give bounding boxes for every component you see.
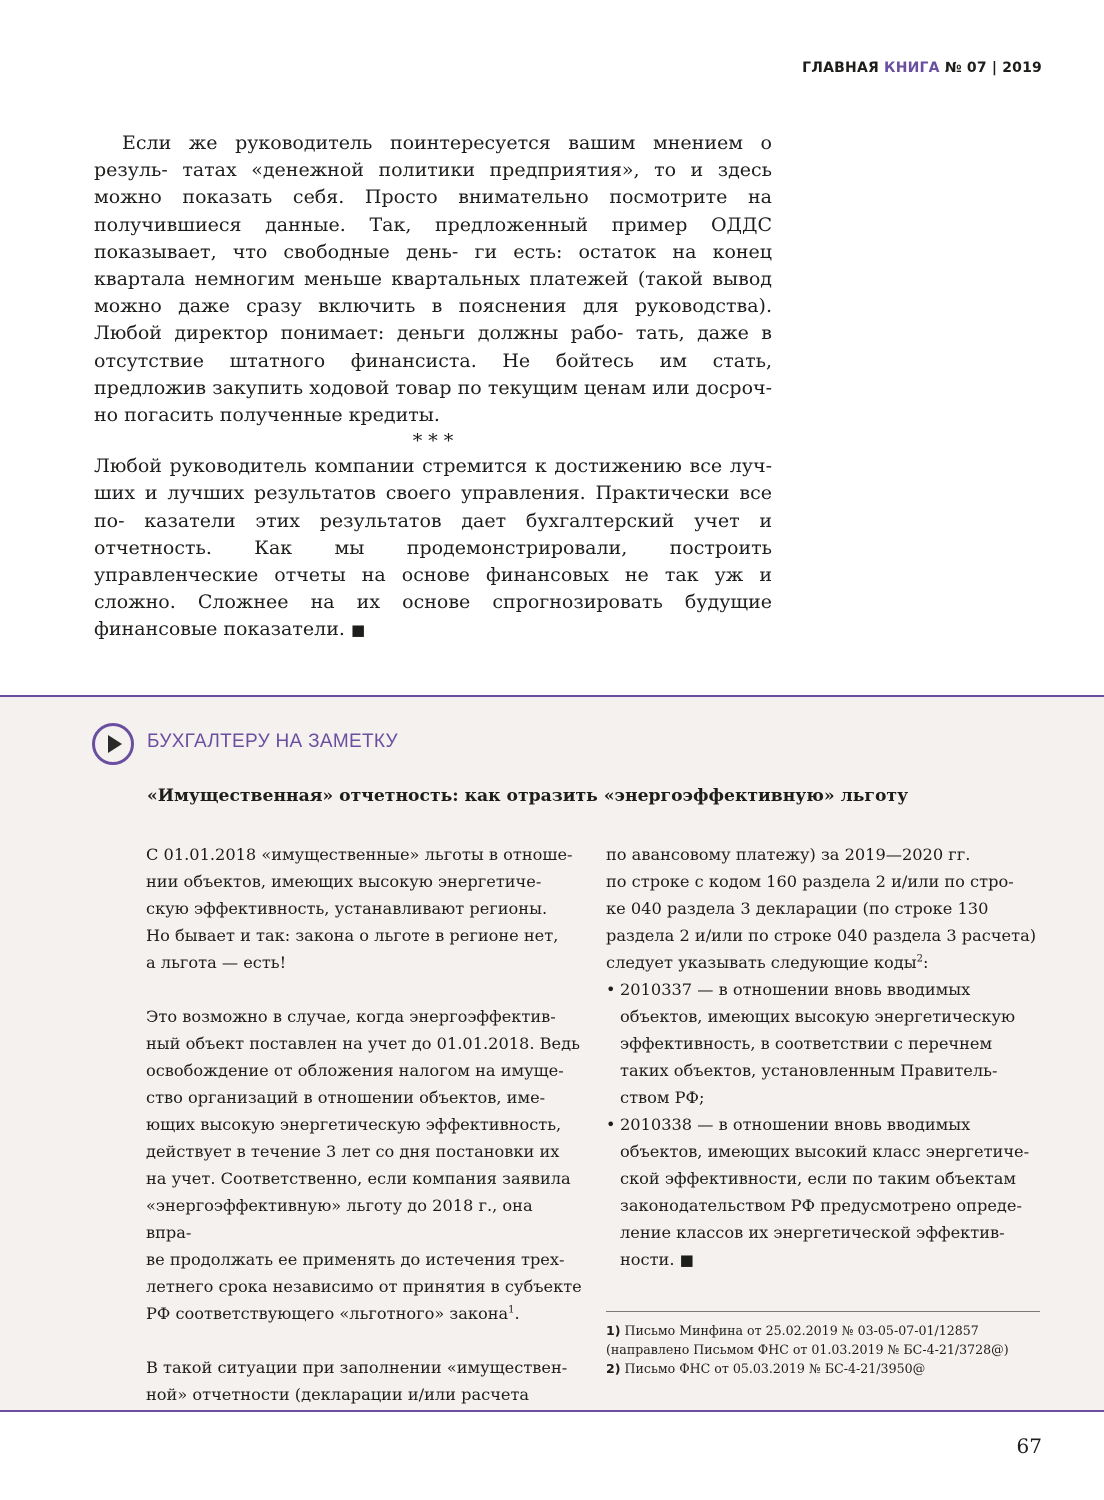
bullet-icon: • (606, 980, 616, 999)
note-title: «Имущественная» отчетность: как отразить «энергоэффективную» льготу (147, 786, 909, 806)
note-right-column (606, 841, 1042, 1274)
list-item: • 2010338 — в отношении вновь вводимых объектов, имеющих высокий класс энергетиче- ской эффективности, если по таким объектам законодательством РФ предусмотрено опреде- ление классов их энергетической эффектив- ности. ■ (606, 1111, 1042, 1274)
note-paragraph-2: Это возможно в случае, когда энергоэффектив- ный объект поставлен на учет до 01.01.2018. Ведь освобождение от обложения налогом на имуще- ство организаций в отношении объектов, име- ющих высокую энергетическую эффективность, действует в течение 3 лет со дня постановки их на учет. Соответственно, если компания заявила «энергоэффективную» льготу до 2018 г., она впра- ве продолжать ее применять до истечения трех- летнего срока независимо от принятия в субъекте РФ соответствующего «льготного» закона$^1$. (146, 1007, 582, 1323)
article-paragraph-1: Если же руководитель поинтересуется вашим мнением о резуль- татах «денежной политики предприятия», то и здесь можно показать себя. Просто внимательно посмотрите на получившиеся данные. Так, предложенный пример ОДДС показывает, что свободные день- ги есть: остаток на конец квартала немногим меньше квартальных платежей (такой вывод можно даже сразу включить в пояснения для руководства). Любой директор понимает: деньги должны рабо- тать, даже в отсутствие штатного финансиста. Не бойтесь им стать, предложив закупить ходовой товар по текущим ценам или досроч- но погасить полученные кредиты. (94, 132, 773, 427)
footnote-ref-2[interactable]: 2 (916, 953, 923, 965)
bullet-icon: • (606, 1115, 616, 1134)
article-paragraph-2: Любой руководитель компании стремится к достижению все луч- ших и лучших результатов своего управления. Практически все по- казатели этих результатов дает бухгалтерский учет и отчетность. Как мы продемонстрировали, построить управленческие отчеты на основе финансовых не так уж и сложно. Сложнее на их основе спрогнозировать будущие финансовые показатели. ■ (94, 455, 772, 641)
article-body (94, 130, 772, 645)
page-number: 67 (1016, 1434, 1042, 1458)
footnote-divider (606, 1311, 1040, 1312)
header-magazine-name-accent: КНИГА (884, 60, 940, 76)
end-mark: ■ (679, 1251, 694, 1269)
play-icon (92, 723, 134, 765)
note-paragraph-1: С 01.01.2018 «имущественные» льготы в отноше- нии объектов, имеющих высокую энергетиче- скую эффективность, устанавливают регионы. Но бывает и так: закона о льготе в регионе нет, а льгота — есть! (146, 845, 573, 972)
list-item: • 2010337 — в отношении вновь вводимых объектов, имеющих высокую энергетическую эффективность, в соответствии с перечнем таких объектов, установленным Правитель- ством РФ; (606, 976, 1042, 1111)
section-separator: * * * (412, 430, 454, 453)
end-mark: ■ (350, 621, 366, 640)
footnote-ref-1[interactable]: 1 (508, 1304, 515, 1316)
footnote-2: 2) Письмо ФНС от 05.03.2019 № БС-4-21/3950@ (606, 1361, 926, 1376)
footnotes (606, 1321, 1046, 1378)
note-paragraph-3: В такой ситуации при заполнении «имуществен- ной» отчетности (декларации и/или расчета (146, 1358, 568, 1404)
sidebar-note-box (0, 695, 1104, 1412)
header-issue: № 07 | 2019 (944, 60, 1042, 76)
footnote-1: 1) Письмо Минфина от 25.02.2019 № 03-05-07-01/12857 (направлено Письмом ФНС от 01.03.2019 № БС-4-21/3728@) (606, 1323, 1009, 1357)
running-header (802, 60, 1042, 76)
header-magazine-name: ГЛАВНАЯ (802, 60, 879, 76)
note-paragraph-4: по авансовому платежу) за 2019—2020 гг. по строке с кодом 160 раздела 2 и/или по стро- ке 040 раздела 3 декларации (по строке 130 раздела 2 и/или по строке 040 раздела 3 расчета) следует указывать следующие коды$^2$: (606, 845, 1037, 972)
note-label: БУХГАЛТЕРУ НА ЗАМЕТКУ (147, 731, 398, 752)
note-left-column (146, 841, 582, 1408)
